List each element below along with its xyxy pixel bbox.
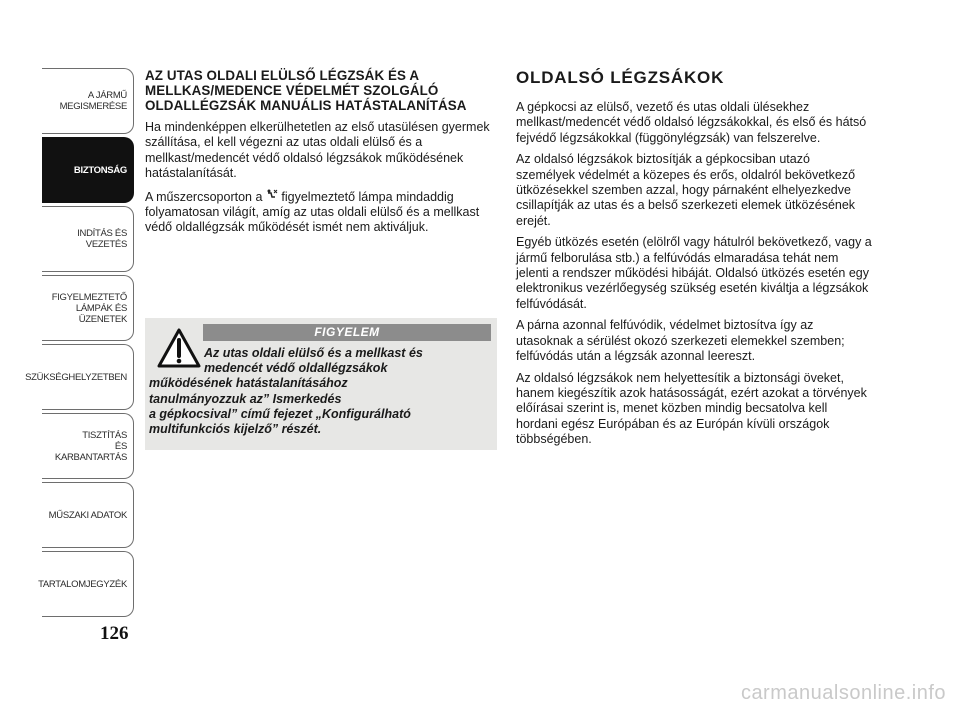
warning-header: FIGYELEM: [203, 324, 491, 341]
airbag-off-lamp-icon: [266, 189, 278, 205]
tab-vehicle-intro[interactable]: [42, 68, 134, 134]
paragraph: A gépkocsi az elülső, vezető és utas oldali ülésekhez mellkast/medencét védő oldalsó légzsákokkal, és első és hátsó fejvédő légzsákokkal (függönylégzsák) van felszerelve.: [516, 100, 867, 145]
right-column: [516, 68, 872, 454]
watermark: carmanualsonline.info: [740, 682, 946, 704]
warning-line: multifunkciós kijelző” részét.: [149, 422, 322, 437]
paragraph: Egyéb ütközés esetén (elölről vagy hátulról bekövetkező, vagy a jármű felborulása stb.) a felfúvódás elmaradása tehát nem jelenti a rendszer működési hibáját. Oldalsó ütközés esetén egy elektronikus vezérlőegység szükség esetén kiváltja a légzsákok felfúvódását.: [516, 235, 872, 311]
warning-line: Az utas oldali elülső és a mellkast és: [204, 346, 423, 360]
warning-line: medencét védő oldallégzsákok: [204, 361, 388, 376]
tab-warning-lights[interactable]: [42, 275, 134, 341]
paragraph-text: figyelmeztető lámpa mindaddig folyamatosan világít, amíg az utas oldali elülső és a mellkast védő oldallégzsák működését ismét nem aktiváljuk.: [145, 189, 480, 235]
tab-label: BIZTONSÁG: [73, 164, 127, 176]
left-column: [145, 68, 497, 243]
tab-technical-data[interactable]: [42, 482, 134, 548]
section-heading: AZ UTAS OLDALI ELÜLSŐ LÉGZSÁK ÉS A MELLKAS/MEDENCE VÉDELMÉT SZOLGÁLÓ OLDALLÉGZSÁK MANUÁLIS HATÁSTALANÍTÁSA: [145, 68, 467, 113]
tab-contents[interactable]: [38, 551, 134, 617]
tab-cleaning-maintenance[interactable]: [42, 413, 134, 479]
warning-line: működésének hatástalanításához: [149, 376, 348, 391]
warning-box: [145, 318, 497, 450]
warning-line: a gépkocsival” című fejezet „Konfigurálható: [149, 406, 411, 421]
tab-label: A JÁRMŰ MEGISMERÉSE: [59, 90, 127, 112]
paragraph: A párna azonnal felfúvódik, védelmet biztosítva így az utasoknak a sérülést okozó szerkezeti elemekkel szemben; felfúvódás után a légzsák azonnal leereszt.: [516, 318, 845, 364]
tab-label: FIGYELMEZTETŐ LÁMPÁK ÉS ÜZENETEK: [51, 291, 127, 325]
tab-label: TARTALOMJEGYZÉK: [38, 578, 127, 590]
tab-label: SZÜKSÉGHELYZETBEN: [25, 371, 127, 383]
tab-emergency[interactable]: [25, 344, 134, 410]
tab-starting-driving[interactable]: [42, 206, 134, 272]
paragraph: [145, 189, 497, 236]
page-number: 126: [100, 623, 129, 644]
tab-label: INDÍTÁS ÉS VEZETÉS: [77, 228, 127, 250]
paragraph-text: A műszercsoporton a: [145, 189, 263, 204]
section-title: OLDALSÓ LÉGZSÁKOK: [516, 68, 725, 87]
paragraph: Az oldalsó légzsákok biztosítják a gépkocsiban utazó személyek védelmét a közepes és erős, oldalról bekövetkező ütközésekkel szemben azzal, hogy párnaként elhelyezkedve csillapítják az utas és a belső szerkezeti elemek ütközésének erejét.: [516, 152, 856, 228]
tab-label: MŰSZAKI ADATOK: [48, 509, 127, 521]
warning-text: [149, 346, 493, 437]
chapter-tabs: [25, 68, 134, 620]
warning-line: tanulmányozzuk az” Ismerkedés: [149, 391, 342, 406]
tab-safety[interactable]: [42, 137, 134, 203]
tab-label: TISZTÍTÁS ÉS KARBANTARTÁS: [54, 429, 127, 463]
paragraph: Ha mindenképpen elkerülhetetlen az első utasülésen gyermek szállítása, el kell végezni az utas oldali elülső és a mellkast/medencét védő oldalsó légzsákok működésének hatástalanítását.: [145, 120, 490, 181]
paragraph: Az oldalsó légzsákok nem helyettesítik a biztonsági öveket, hanem kiegészítik azok hatásosságát, ezért azokat a törvények előírásai szerint is, menet közben mindig becsatolva kell hordani egész Európában és az Európán kívüli országok többségében.: [516, 370, 867, 447]
